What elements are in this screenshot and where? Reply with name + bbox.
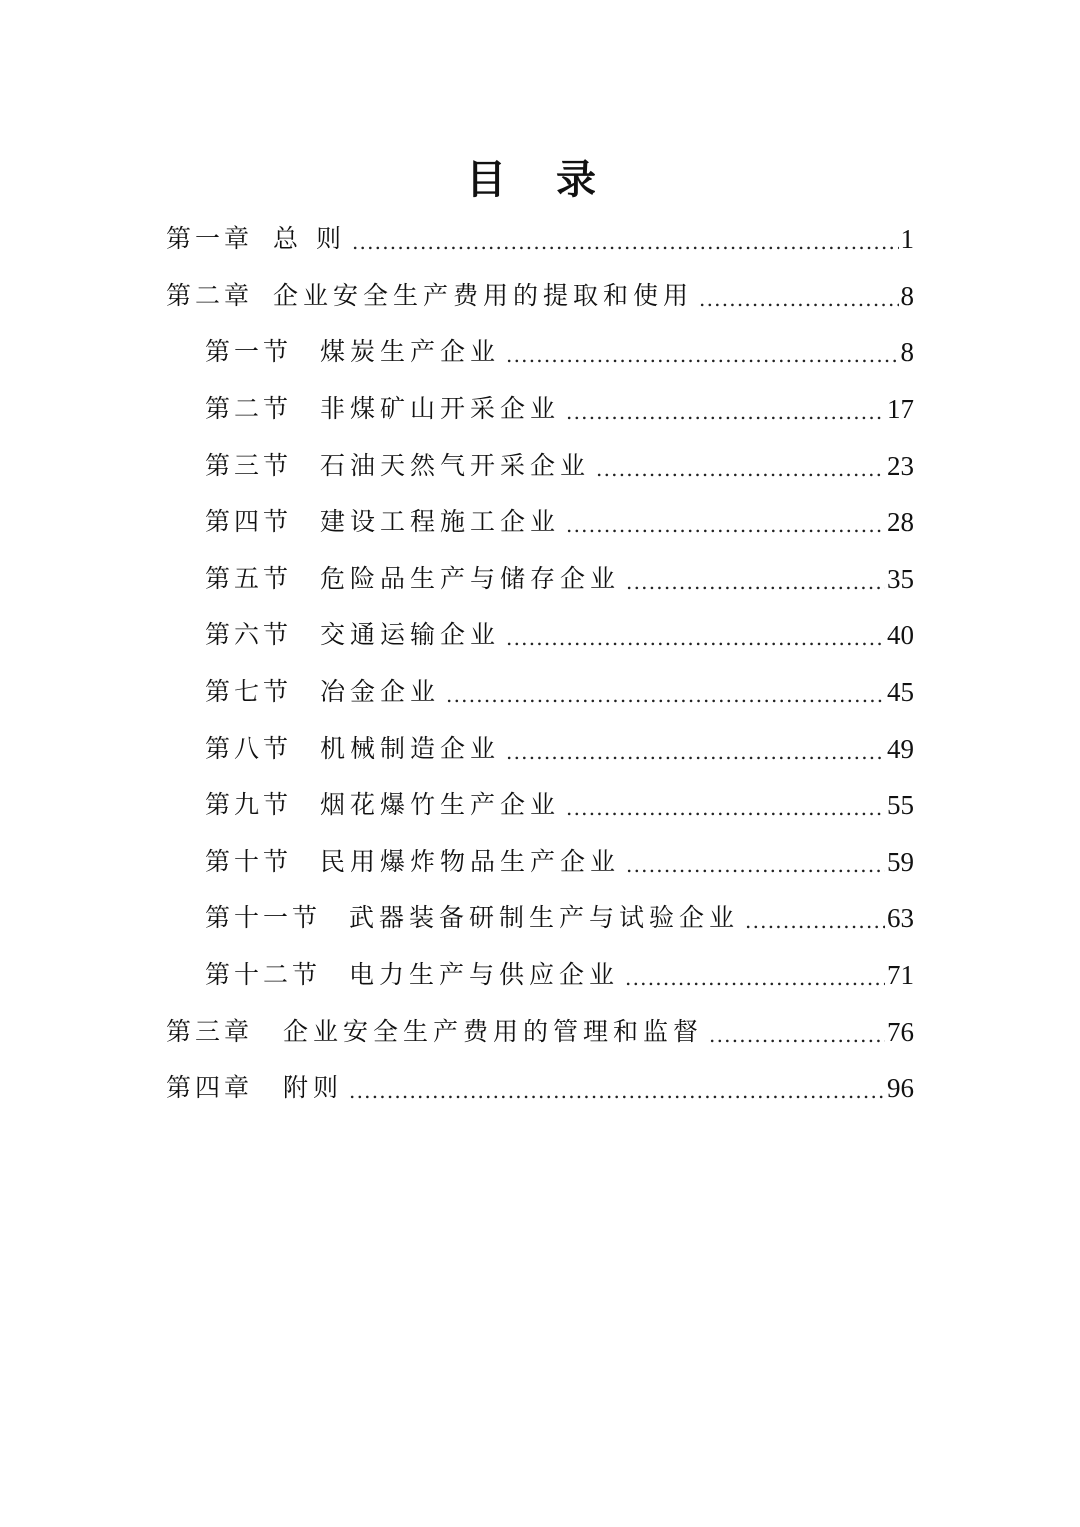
toc-page-number: 45 <box>887 677 914 708</box>
toc-entry-text: 石油天然气开采企业 <box>320 450 591 480</box>
toc-dot-leader <box>745 893 885 949</box>
toc-dot-leader <box>626 554 885 610</box>
toc-dot-leader <box>625 950 885 1006</box>
toc-entry-section-2[interactable] <box>0 381 914 438</box>
toc-page-number: 28 <box>887 507 914 538</box>
toc-entry-section-11[interactable] <box>0 890 914 947</box>
toc-entry-number: 第二节 <box>205 394 293 424</box>
toc-dot-leader <box>506 327 898 383</box>
toc-page-number: 96 <box>887 1073 914 1104</box>
toc-entry-section-4[interactable] <box>0 494 914 551</box>
toc-entry-section-3[interactable] <box>0 437 914 494</box>
toc-entry-text: 电力生产与供应企业 <box>349 960 620 990</box>
toc-page-number: 8 <box>900 280 914 311</box>
toc-entry-number: 第十一节 <box>205 903 322 933</box>
toc-entry-text: 武器装备研制生产与试验企业 <box>349 903 740 933</box>
toc-page-number: 55 <box>887 790 914 821</box>
toc-entry-section-12[interactable] <box>0 947 914 1004</box>
toc-dot-leader <box>566 384 885 440</box>
toc-entry-number: 第四章 <box>166 1073 254 1103</box>
toc-page-number: 59 <box>887 846 914 877</box>
toc-dot-leader <box>699 271 898 327</box>
toc-entry-number: 第三节 <box>205 450 293 480</box>
toc-entry-chapter-4[interactable] <box>0 1060 914 1117</box>
toc-dot-leader <box>566 780 885 836</box>
toc-entry-number: 第九节 <box>205 790 293 820</box>
toc-dot-leader <box>566 497 885 553</box>
toc-entry-text: 煤炭生产企业 <box>320 337 501 367</box>
toc-entry-text: 企业安全生产费用的提取和使用 <box>273 280 694 310</box>
toc-page-number: 71 <box>887 960 914 991</box>
toc-entry-number: 第五节 <box>205 563 293 593</box>
toc-dot-leader <box>349 1063 885 1119</box>
toc-entry-number: 第四节 <box>205 507 293 537</box>
toc-dot-leader <box>596 441 885 497</box>
toc-entry-number: 第三章 <box>166 1016 254 1046</box>
toc-entry-chapter-2[interactable] <box>0 268 914 325</box>
toc-entry-number: 第一章 <box>166 224 254 254</box>
toc-entry-text: 总 则 <box>273 224 346 254</box>
toc-dot-leader <box>446 667 885 723</box>
toc-page-number: 23 <box>887 450 914 481</box>
toc-entry-section-7[interactable] <box>0 664 914 721</box>
toc-entry-chapter-3[interactable] <box>0 1003 914 1060</box>
toc-entry-section-6[interactable] <box>0 607 914 664</box>
toc-entry-text: 冶金企业 <box>320 677 441 707</box>
toc-page-number: 49 <box>887 733 914 764</box>
toc-dot-leader <box>506 724 885 780</box>
toc-dot-leader <box>506 610 885 666</box>
toc-entry-section-5[interactable] <box>0 551 914 608</box>
toc-page-number: 76 <box>887 1016 914 1047</box>
toc-entry-chapter-1[interactable] <box>0 211 914 268</box>
toc-entry-number: 第八节 <box>205 733 293 763</box>
toc-dot-leader <box>626 837 885 893</box>
toc-entry-text: 非煤矿山开采企业 <box>320 394 561 424</box>
toc-entry-section-1[interactable] <box>0 324 914 381</box>
toc-entry-section-10[interactable] <box>0 834 914 891</box>
toc-page-number: 63 <box>887 903 914 934</box>
toc-entry-section-8[interactable] <box>0 720 914 777</box>
toc-entry-text: 交通运输企业 <box>320 620 501 650</box>
toc-page-number: 40 <box>887 620 914 651</box>
toc-entry-number: 第十节 <box>205 846 293 876</box>
toc-page-number: 1 <box>900 224 914 255</box>
toc-list <box>0 211 1080 1117</box>
toc-title: 目 录 <box>466 157 614 203</box>
toc-entry-number: 第一节 <box>205 337 293 367</box>
toc-entry-number: 第七节 <box>205 677 293 707</box>
toc-entry-number: 第十二节 <box>205 960 322 990</box>
toc-entry-text: 机械制造企业 <box>320 733 501 763</box>
toc-entry-text: 烟花爆竹生产企业 <box>320 790 561 820</box>
toc-entry-text: 危险品生产与储存企业 <box>320 563 621 593</box>
toc-entry-text: 建设工程施工企业 <box>320 507 561 537</box>
toc-entry-text: 企业安全生产费用的管理和监督 <box>283 1016 704 1046</box>
toc-entry-number: 第二章 <box>166 280 254 310</box>
toc-dot-leader <box>352 214 899 270</box>
toc-entry-text: 附则 <box>283 1073 344 1103</box>
toc-page-number: 17 <box>887 394 914 425</box>
toc-entry-section-9[interactable] <box>0 777 914 834</box>
toc-entry-text: 民用爆炸物品生产企业 <box>320 846 621 876</box>
toc-dot-leader <box>709 1007 885 1063</box>
toc-page-number: 35 <box>887 563 914 594</box>
toc-page-number: 8 <box>900 337 914 368</box>
toc-entry-number: 第六节 <box>205 620 293 650</box>
